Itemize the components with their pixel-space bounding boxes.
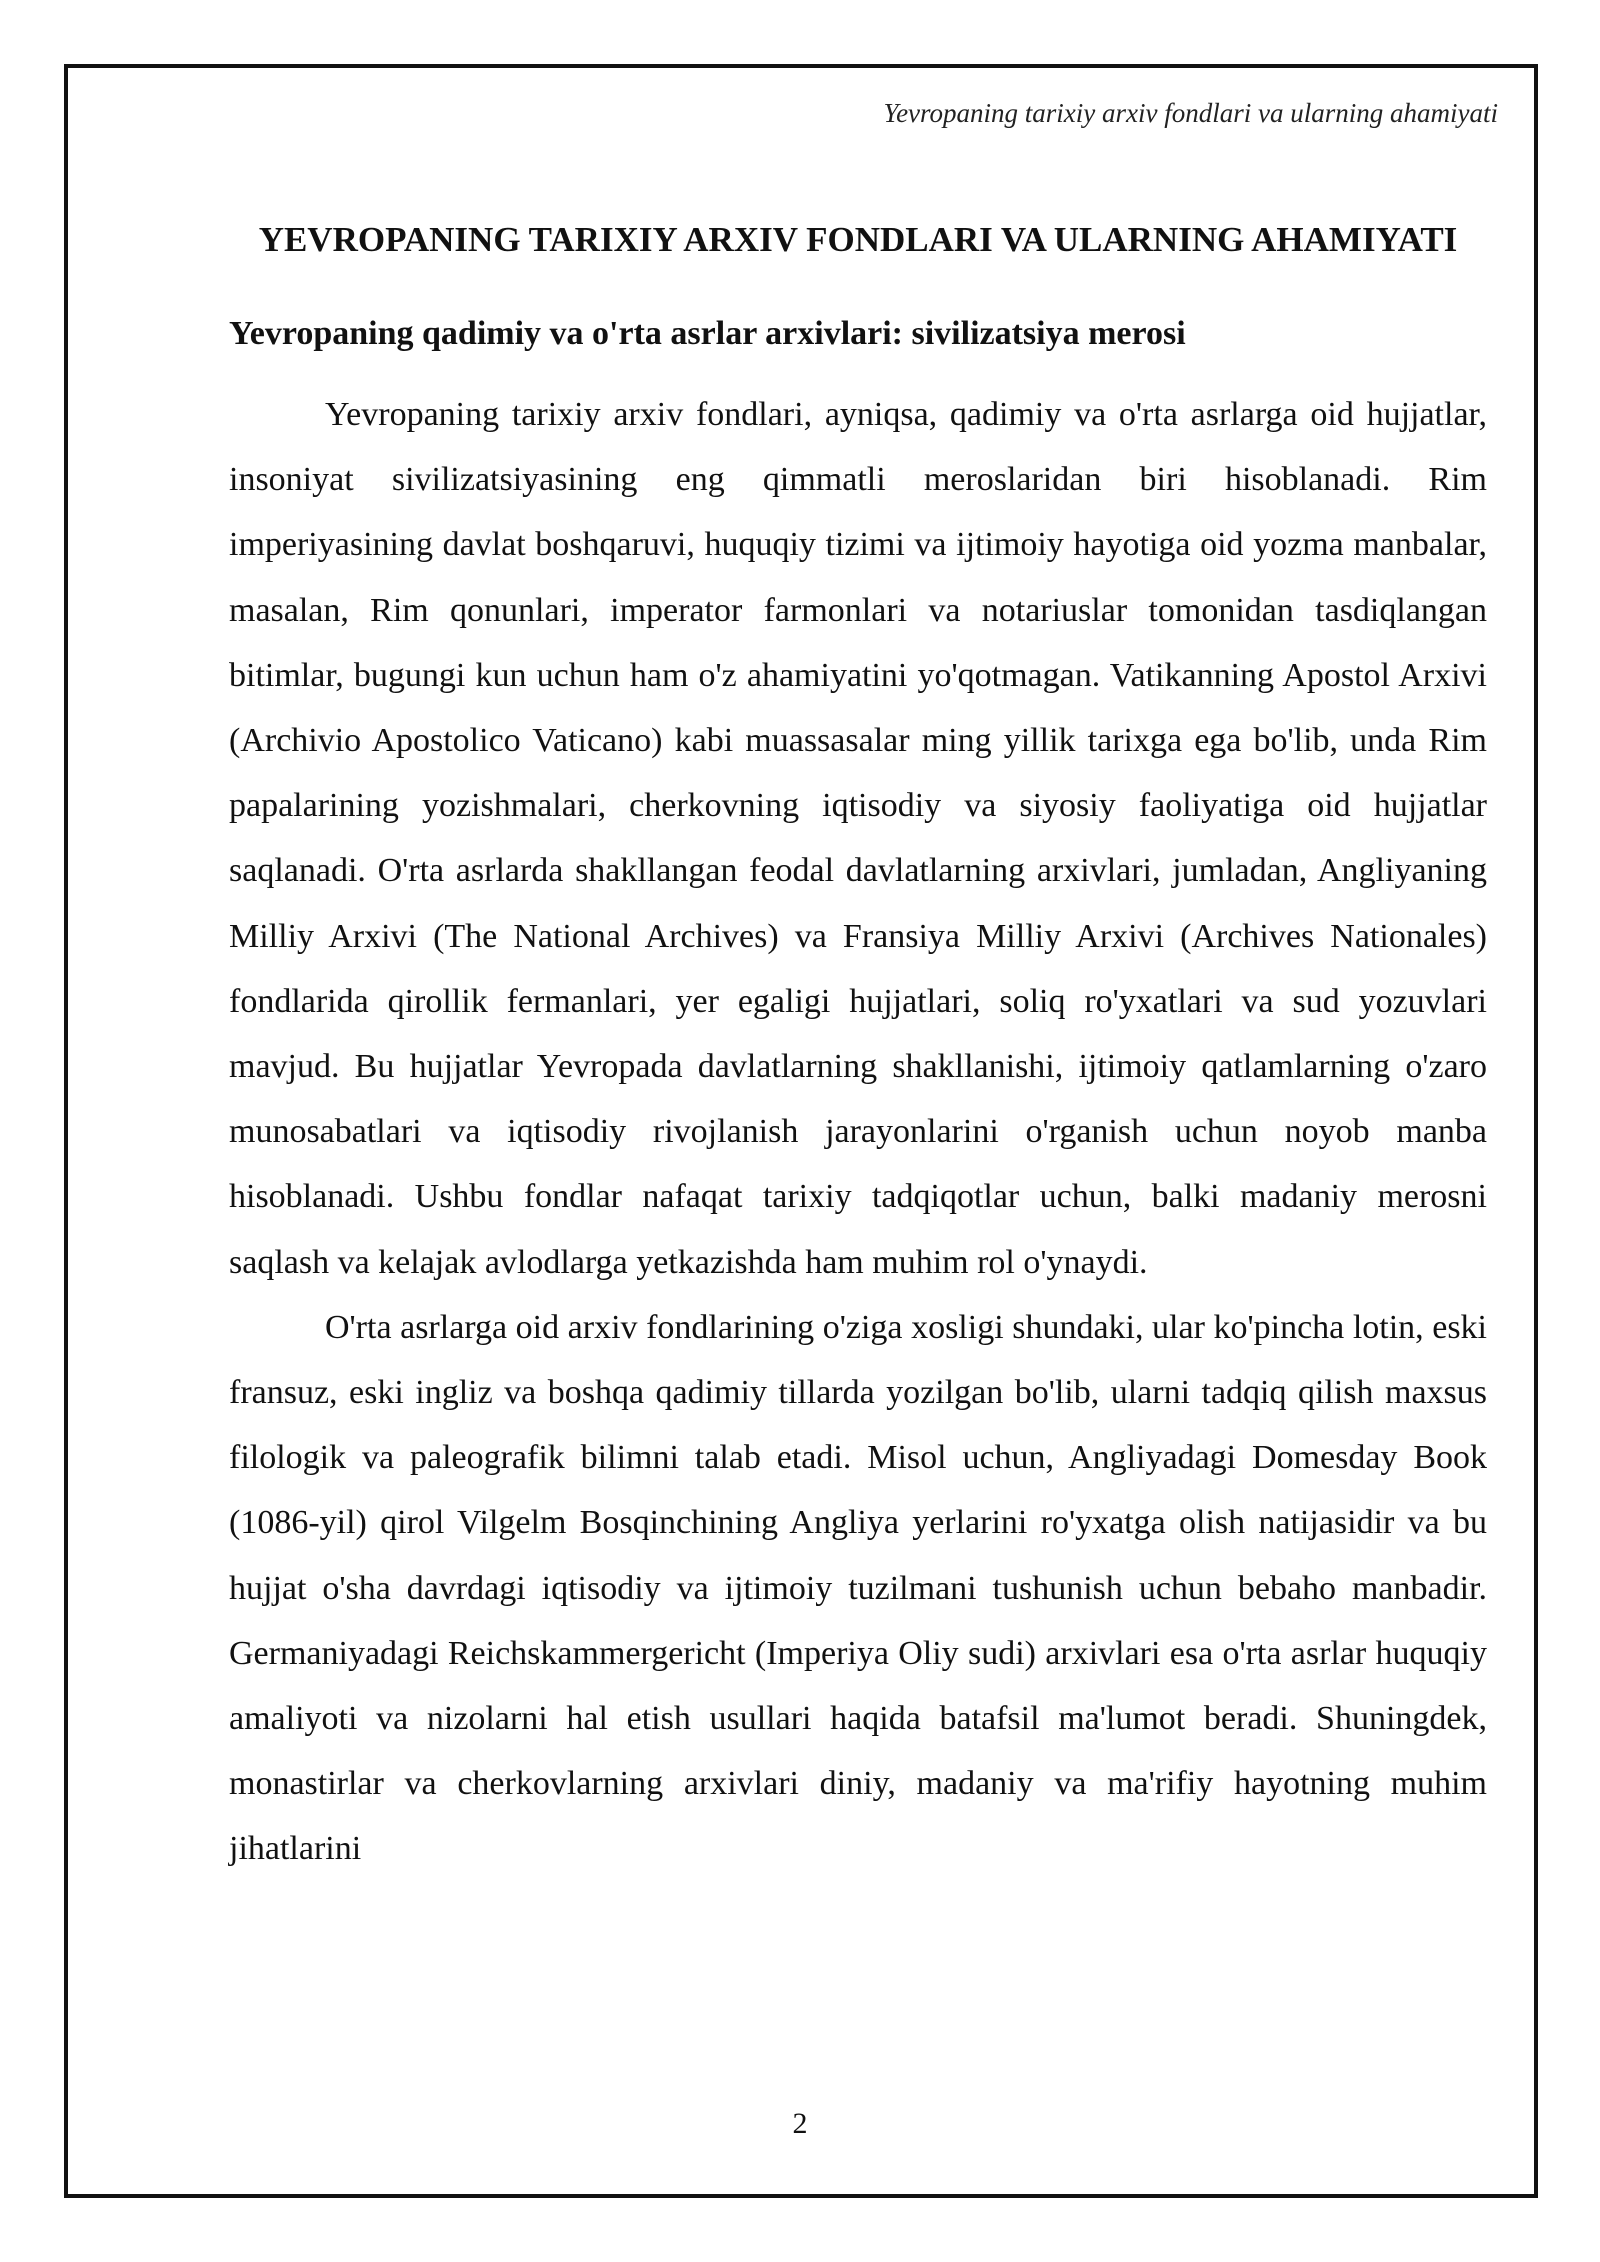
paragraph-2: O'rta asrlarga oid arxiv fondlarining o'ziga xosligi shundaki, ular ko'pincha lotin, eski fransuz, eski ingliz va boshqa qadimiy tillarda yozilgan bo'lib, ularni tadqiq qilish maxsus filologik va paleografik bilimni talab etadi. Misol uchun, Angliyadagi Domesday Book (1086-yil) qirol Vilgelm Bosqinchining Angliya yerlarini ro'yxatga olish natijasidir va bu hujjat o'sha davrdagi iqtisodiy va ijtimoiy tuzilmani tushunish uchun bebaho manbadir. Germaniyadagi Reichskammergericht (Imperiya Oliy sudi) arxivlari esa o'rta asrlar huquqiy amaliyoti va nizolarni hal etish usullari haqida batafsil ma'lumot beradi. Shuningdek, monastirlar va cherkovlarning arxivlari diniy, madaniy va ma'rifiy hayotning muhim jihatlarini	[229, 1308, 1487, 1868]
document-body	[229, 207, 1487, 1882]
paragraph-1: Yevropaning tarixiy arxiv fondlari, ayniqsa, qadimiy va o'rta asrlarga oid hujjatlar, insoniyat sivilizatsiyasining eng qimmatli meroslaridan biri hisoblanadi. Rim imperiyasining davlat boshqaruvi, huquqiy tizimi va ijtimoiy hayotiga oid yozma manbalar, masalan, Rim qonunlari, imperator farmonlari va notariuslar tomonidan tasdiqlangan bitimlar, bugungi kun uchun ham o'z ahamiyatini yo'qotmagan. Vatikanning Apostol Arxivi (Archivio Apostolico Vaticano) kabi muassasalar ming yillik tarixga ega bo'lib, unda Rim papalarining yozishmalari, cherkovning iqtisodiy va siyosiy faoliyatiga oid hujjatlar saqlanadi. O'rta asrlarda shakllangan feodal davlatlarning arxivlari, jumladan, Angliyaning Milliy Arxivi (The National Archives) va Fransiya Milliy Arxivi (Archives Nationales) fondlarida qirollik fermanlari, yer egaligi hujjatlari, soliq ro'yxatlari va sud yozuvlari mavjud. Bu hujjatlar Yevropada davlatlarning shakllanishi, ijtimoiy qatlamlarning o'zaro munosabatlari va iqtisodiy rivojlanish jarayonlarini o'rganish uchun noyob manba hisoblanadi. Ushbu fondlar nafaqat tarixiy tadqiqotlar uchun, balki madaniy merosni saqlash va kelajak avlodlarga yetkazishda ham muhim rol o'ynaydi.	[229, 396, 1487, 1281]
section-heading: Yevropaning qadimiy va o'rta asrlar arxivlari: sivilizatsiya merosi	[229, 315, 1186, 352]
page-number: 2	[792, 2107, 808, 2140]
document-title: YEVROPANING TARIXIY ARXIV FONDLARI VA ULARNING AHAMIYATI	[258, 220, 1458, 259]
running-header: Yevropaning tarixiy arxiv fondlari va ularning ahamiyati	[883, 98, 1498, 128]
